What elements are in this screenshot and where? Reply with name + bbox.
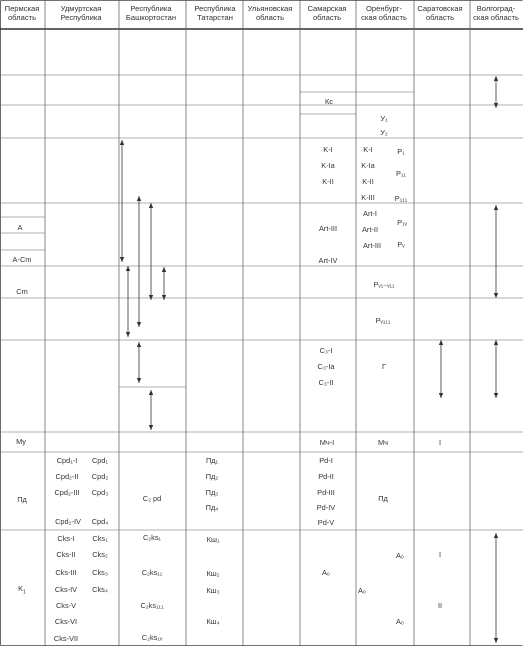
arrow-head: [439, 340, 443, 345]
udm-cpd-left-3: Cpd₂-III: [54, 488, 80, 497]
oren-a0-a: A₀: [396, 551, 404, 560]
header-ulyanovsk: Ульяновская область: [247, 4, 293, 22]
sam-pd3: Pd-III: [317, 488, 335, 497]
udm-cks-4: Cks-IV: [54, 585, 78, 594]
tat-ksh2: Кш₂: [206, 569, 220, 578]
udm-cpd-right-4: Cpd₄: [91, 517, 109, 526]
udm-cpd-right-3: Cpd₃: [91, 488, 109, 497]
bash-ks2: C₂ks₁₁: [141, 568, 163, 577]
arrow-head: [137, 378, 141, 383]
arrow-head: [126, 332, 130, 337]
tat-ksh3: Кш₃: [206, 586, 220, 595]
sam-k1: K-I: [323, 145, 333, 154]
oren-art3: Art-III: [362, 241, 382, 250]
arrow-head: [494, 103, 498, 108]
header-udmurt: Удмуртская Республика: [60, 4, 102, 22]
oren-mch: Мч: [378, 438, 388, 447]
tat-pd1: Пд₁: [205, 456, 219, 465]
header-samara: Самарская область: [307, 4, 347, 22]
arrow-head: [126, 266, 130, 271]
udm-cks-r4: Cks₄: [92, 585, 108, 594]
tat-pd4: Пд₄: [205, 503, 219, 512]
arrow-head: [494, 340, 498, 345]
oren-u2: У₂: [380, 128, 388, 137]
oren-g: Г: [381, 362, 387, 371]
oren-pv: Pᵥ: [397, 240, 405, 249]
udm-cpd-left-1: Cpd₁-I: [56, 456, 78, 465]
arrow-head: [494, 76, 498, 81]
udm-cpd-right-2: Cpd₂: [91, 472, 109, 481]
oren-p2: P₁₁: [396, 169, 406, 178]
oren-u1: У₁: [380, 114, 388, 123]
arrow-head: [137, 322, 141, 327]
arrow-head: [137, 196, 141, 201]
arrow-head: [162, 295, 166, 300]
udm-cpd-right-1: Cpd₁: [91, 456, 109, 465]
udm-cks-6: Cks-VI: [54, 617, 78, 626]
oren-k1: K-I: [363, 145, 373, 154]
oren-art2: Art-II: [361, 225, 379, 234]
oren-k2: K-Ia: [361, 161, 375, 170]
sam-kc: Кс: [324, 97, 334, 106]
oren-p3: P₁₁₁: [394, 194, 408, 203]
bash-ks4: C₂ks₁ᵥ: [141, 633, 163, 642]
arrow-head: [494, 205, 498, 210]
arrow-head: [149, 390, 153, 395]
sar-i-1: I: [438, 438, 442, 447]
sam-mch: Мч-I: [319, 438, 335, 447]
udm-cpd-left-2: Cpd₂-II: [55, 472, 79, 481]
header-bashkortostan: Республика Башкортостан: [125, 4, 177, 22]
udm-cks-r3: Cks₃: [92, 568, 108, 577]
udm-cks-1: Cks-I: [57, 534, 75, 543]
udm-cks-2: Cks-II: [56, 550, 76, 559]
header-perm: Пермская область: [4, 4, 40, 22]
udm-cks-7: Cks-VII: [53, 634, 79, 643]
arrow-head: [120, 140, 124, 145]
sam-art2: Art-IV: [318, 256, 338, 265]
tat-ksh4: Кш₄: [206, 617, 220, 626]
oren-art1: Art-I: [363, 209, 377, 218]
arrow-head: [162, 267, 166, 272]
sam-pd2: Pd-II: [318, 472, 334, 481]
perm-k1: $K_1$: [18, 584, 26, 596]
bash-ks1: C₂ks₁: [142, 533, 162, 542]
sam-c3-1: C₃-I: [319, 346, 333, 355]
bash-ks3: C₂ks₁₁₁: [140, 601, 164, 610]
udm-cks-3: Cks-III: [55, 568, 77, 577]
oren-a0: A₀: [358, 586, 366, 595]
sar-ii: II: [437, 601, 443, 610]
tat-pd2: Пд₂: [205, 472, 219, 481]
sar-i-2: I: [438, 550, 442, 559]
oren-k4: K-III: [361, 193, 375, 202]
arrow-head: [494, 393, 498, 398]
perm-pd: Пд: [17, 495, 27, 504]
arrow-head: [149, 203, 153, 208]
arrow-head: [494, 638, 498, 643]
arrow-head: [494, 293, 498, 298]
udm-cpd-left-4: Cpd₂-IV: [55, 517, 81, 526]
oren-p1: P₁: [397, 147, 405, 156]
sam-a0: A₀: [322, 568, 330, 577]
oren-pvi: Pᵥ₁₋ᵥ₁₁: [373, 280, 395, 289]
header-tatarstan: Республика Татарстан: [194, 4, 236, 22]
sam-pd1: Pd-I: [319, 456, 333, 465]
oren-pviii: Pᵥ₁₁₁: [375, 316, 391, 325]
header-volgograd: Волгоград- ская область: [473, 4, 519, 22]
arrow-head: [494, 533, 498, 538]
sam-c3-3: C₃-II: [318, 378, 334, 387]
perm-acm: A-Cm: [12, 255, 32, 264]
oren-pd: Пд: [378, 494, 388, 503]
sam-pd4: Pd-IV: [316, 503, 336, 512]
arrow-head: [120, 257, 124, 262]
perm-a: A: [17, 223, 23, 232]
udm-cks-r2: Cks₂: [92, 550, 108, 559]
sam-k2: K-Ia: [321, 161, 335, 170]
sam-c3-2: C₃-Ia: [317, 362, 335, 371]
arrow-head: [149, 295, 153, 300]
oren-a0-b: A₀: [396, 617, 404, 626]
header-saratov: Саратовская область: [417, 4, 463, 22]
udm-cks-5: Cks-V: [55, 601, 77, 610]
sam-art1: Art-III: [318, 224, 338, 233]
oren-piv: P₁ᵥ: [397, 218, 407, 227]
perm-cm: Cm: [16, 287, 28, 296]
bash-pd: C₂ pd: [142, 494, 162, 503]
udm-cks-r1: Cks₁: [92, 534, 108, 543]
arrow-head: [439, 393, 443, 398]
perm-mu: My: [16, 437, 26, 446]
header-orenburg: Оренбург- ская область: [361, 4, 407, 22]
arrow-head: [137, 342, 141, 347]
oren-k3: K-II: [362, 177, 374, 186]
arrow-head: [149, 425, 153, 430]
tat-pd3: Пд₃: [205, 488, 219, 497]
sam-pd5: Pd-V: [317, 518, 335, 527]
sam-k3: K-II: [322, 177, 334, 186]
tat-ksh1: Кш₁: [206, 535, 220, 544]
